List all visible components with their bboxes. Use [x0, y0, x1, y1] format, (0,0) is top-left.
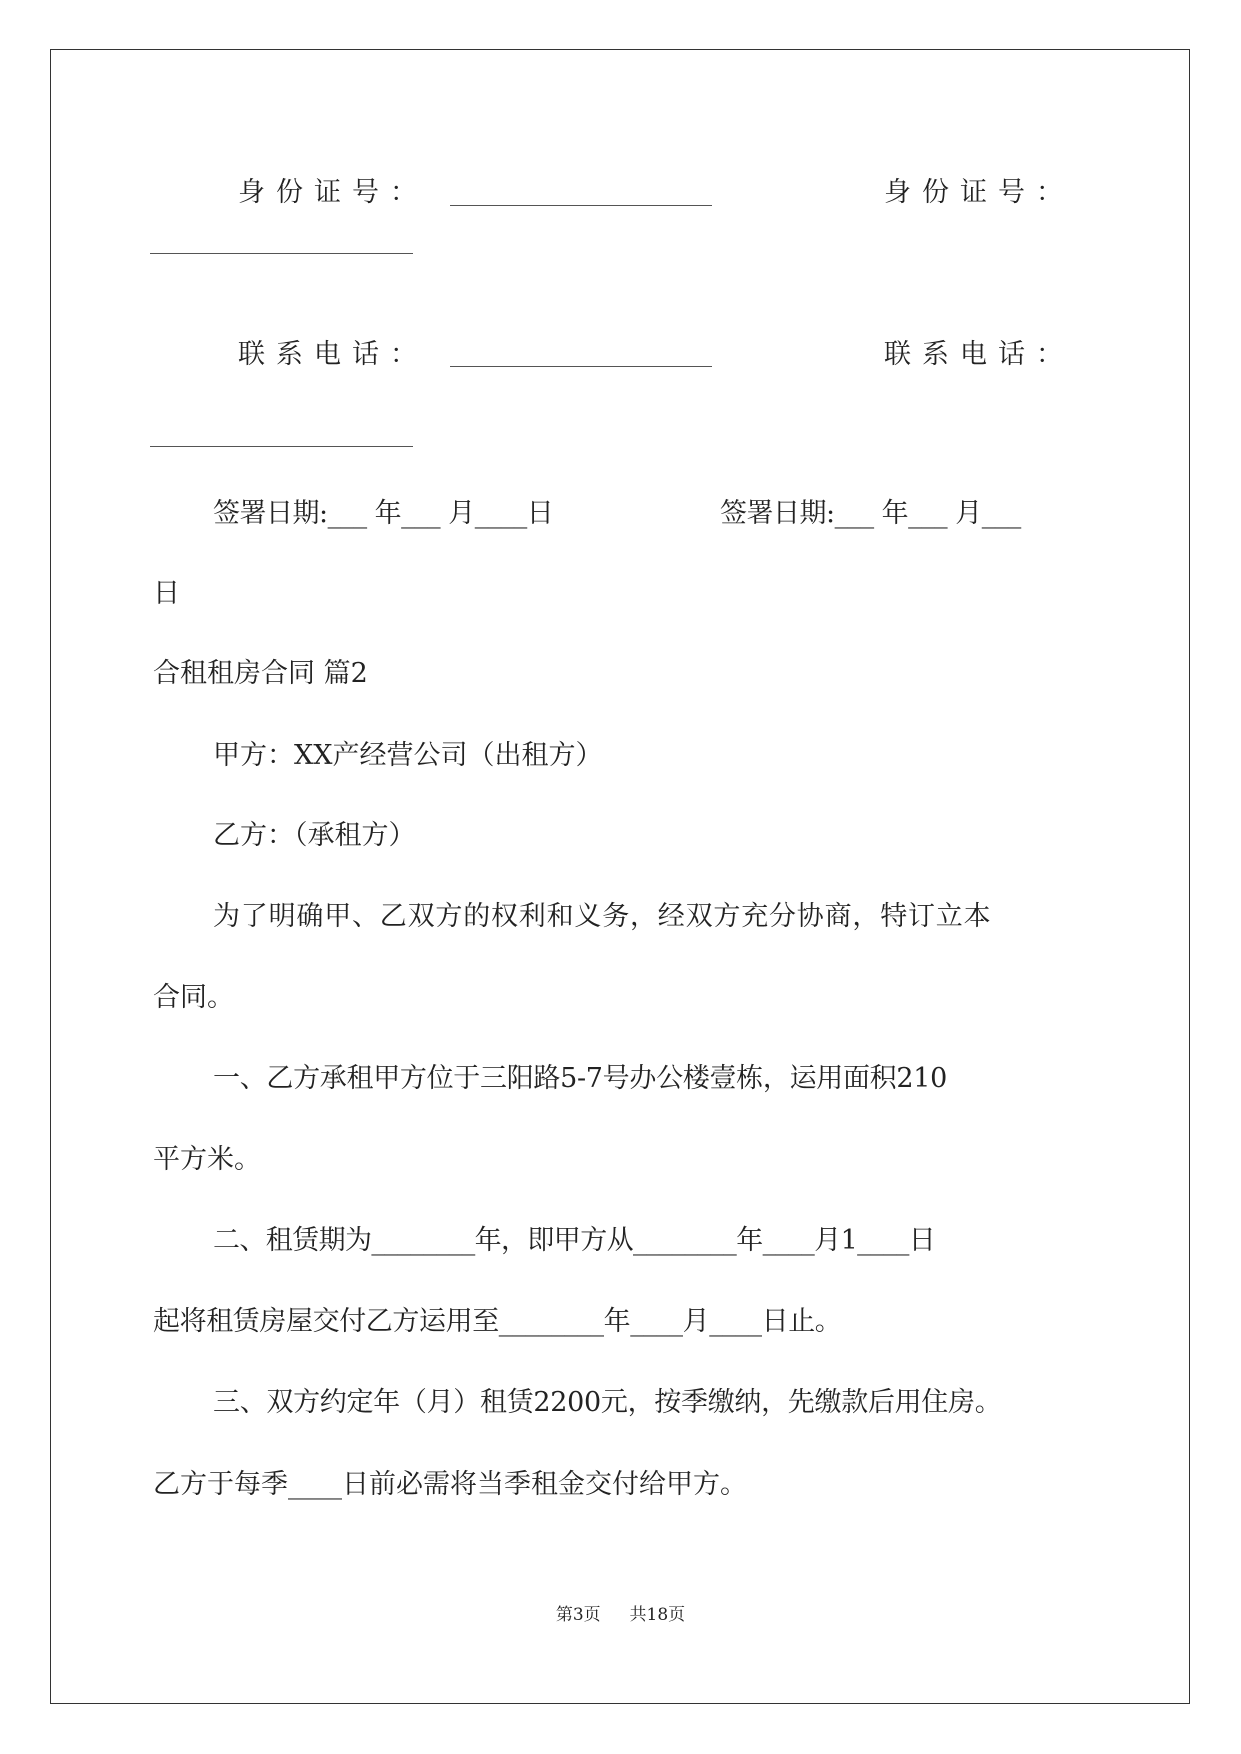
sign-date-right: 签署日期:___ 年___ 月___ — [720, 498, 1021, 529]
page-number: 第3页 — [555, 1605, 601, 1625]
section-heading: 合租租房合同 篇2 — [153, 658, 368, 689]
phone-blank-left[interactable] — [450, 366, 712, 367]
clause-3-line-1: 三、双方约定年（月）租赁2200元，按季缴纳，先缴款后用住房。 — [213, 1387, 1002, 1418]
intro-line-2: 合同。 — [153, 982, 234, 1013]
phone-label-left: 联系电话： — [238, 339, 428, 370]
phone-label-right: 联系电话： — [884, 339, 1074, 370]
clause-2-line-2: 起将租赁房屋交付乙方运用至________年____月____日止。 — [153, 1306, 842, 1337]
clause-3-line-2: 乙方于每季____日前必需将当季租金交付给甲方。 — [153, 1469, 747, 1500]
party-b: 乙方：（承租方） — [213, 820, 416, 851]
clause-1-line-1: 一、乙方承租甲方位于三阳路5-7号办公楼壹栋，运用面积210 — [213, 1063, 948, 1094]
sign-date-wrap: 日 — [153, 578, 180, 609]
id-number-label-left: 身份证号： — [238, 177, 428, 208]
id-number-label-right: 身份证号： — [884, 177, 1074, 208]
party-a: 甲方：XX产经营公司（出租方） — [213, 740, 603, 771]
intro-line-1: 为了明确甲、乙双方的权利和义务，经双方充分协商，特订立本 — [213, 901, 992, 932]
clause-2-line-1: 二、租赁期为________年，即甲方从________年____月1____日 — [213, 1225, 936, 1256]
sign-date-left: 签署日期:___ 年___ 月____日 — [213, 498, 554, 529]
clause-1-line-2: 平方米。 — [153, 1144, 261, 1175]
phone-blank-right[interactable] — [150, 446, 413, 447]
page-total: 共18页 — [629, 1605, 686, 1625]
page-border — [50, 49, 1190, 1704]
page-footer — [0, 1604, 1241, 1626]
id-number-blank-right[interactable] — [150, 253, 413, 254]
id-number-blank-left[interactable] — [450, 205, 712, 206]
